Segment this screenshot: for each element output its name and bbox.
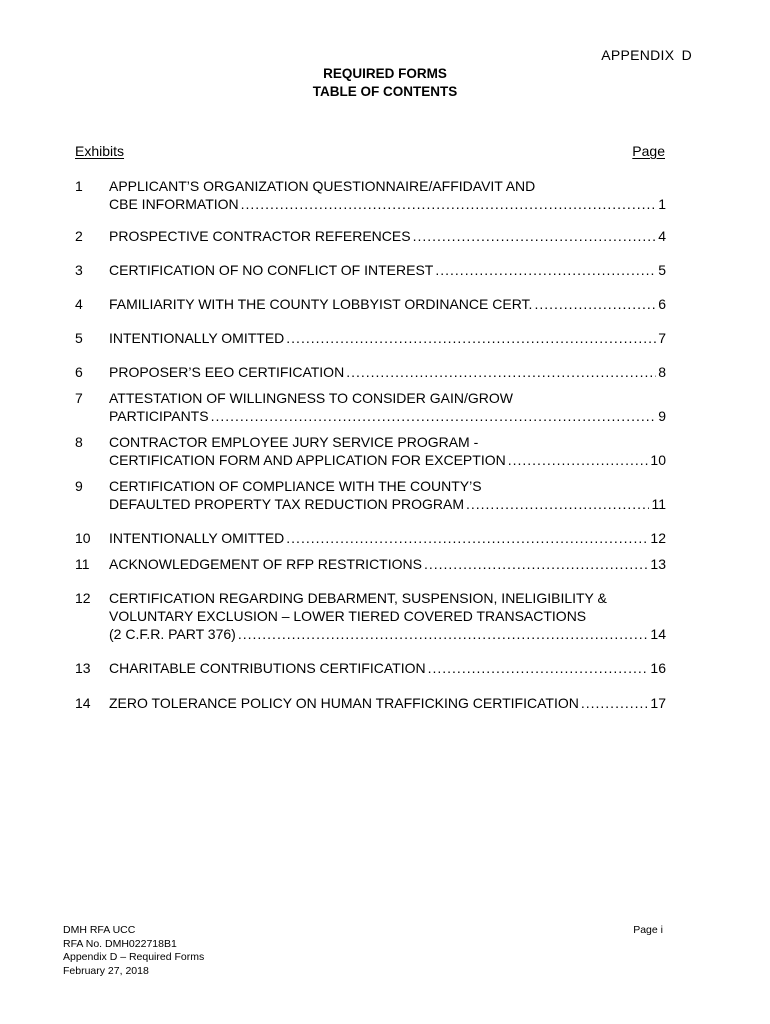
toc-item	[75, 555, 666, 573]
toc-item-number: 10	[75, 530, 91, 546]
toc-item-page: 6	[658, 296, 666, 312]
page-column-header: Page	[632, 143, 665, 159]
toc-item-title: PARTICIPANTS	[109, 408, 209, 424]
toc-item-title: CERTIFICATION FORM AND APPLICATION FOR EXCEPTION	[109, 452, 506, 468]
toc-item-number: 2	[75, 228, 83, 244]
toc-item-page: 1	[658, 196, 666, 212]
toc-item-page: 14	[650, 626, 666, 642]
toc-item-page: 9	[658, 408, 666, 424]
toc-item-page: 7	[658, 330, 666, 346]
toc-item	[75, 433, 666, 469]
toc-item-number: 14	[75, 695, 91, 711]
toc-item-title: ATTESTATION OF WILLINGNESS TO CONSIDER GAIN/GROW	[109, 390, 513, 406]
toc-item-number: 4	[75, 296, 83, 312]
toc-item-title: ZERO TOLERANCE POLICY ON HUMAN TRAFFICKING CERTIFICATION	[109, 695, 579, 711]
dot-leader	[424, 555, 648, 573]
footer-page-number: Page i	[633, 924, 663, 936]
toc-item-number: 12	[75, 590, 91, 606]
toc-item	[75, 227, 666, 245]
toc-item-page: 16	[650, 660, 666, 676]
dot-leader	[286, 329, 656, 347]
toc-item	[75, 329, 666, 347]
toc-item-number: 9	[75, 478, 83, 494]
toc-item-title: CERTIFICATION REGARDING DEBARMENT, SUSPENSION, INELIGIBILITY &	[109, 590, 607, 606]
dot-leader	[346, 363, 656, 381]
toc-item-page: 5	[658, 262, 666, 278]
toc-item-page: 13	[650, 556, 666, 572]
toc-item-title: CERTIFICATION OF NO CONFLICT OF INTEREST	[109, 262, 434, 278]
toc-item	[75, 177, 666, 213]
toc-item-title: (2 C.F.R. PART 376)	[109, 626, 236, 642]
toc-item-title: PROSPECTIVE CONTRACTOR REFERENCES	[109, 228, 411, 244]
dot-leader	[508, 451, 649, 469]
dot-leader	[428, 659, 649, 677]
toc-item	[75, 261, 666, 279]
dot-leader	[413, 227, 657, 245]
toc-item-number: 5	[75, 330, 83, 346]
toc-item-number: 1	[75, 178, 83, 194]
document-title: REQUIRED FORMS	[323, 66, 447, 81]
toc-item	[75, 659, 666, 677]
document-subtitle: TABLE OF CONTENTS	[312, 84, 458, 99]
toc-item-title: APPLICANT’S ORGANIZATION QUESTIONNAIRE/AFFIDAVIT AND	[109, 178, 536, 194]
toc-item-title: INTENTIONALLY OMITTED	[109, 330, 285, 346]
toc-item-number: 13	[75, 660, 91, 676]
toc-item-title: INTENTIONALLY OMITTED	[109, 530, 285, 546]
footer-line: RFA No. DMH022718B1	[63, 937, 177, 950]
dot-leader	[241, 195, 657, 213]
toc-item-number: 3	[75, 262, 83, 278]
toc-item-page: 4	[658, 228, 666, 244]
toc-item-title: CERTIFICATION OF COMPLIANCE WITH THE COUNTY’S	[109, 478, 482, 494]
toc-item-title: DEFAULTED PROPERTY TAX REDUCTION PROGRAM	[109, 496, 464, 512]
toc-item-title: PROPOSER’S EEO CERTIFICATION	[109, 364, 345, 380]
footer-line: DMH RFA UCC	[63, 924, 136, 936]
toc-item-title: FAMILIARITY WITH THE COUNTY LOBBYIST ORDINANCE CERT.	[109, 296, 533, 312]
toc-item-number: 8	[75, 434, 83, 450]
footer-line: February 27, 2018	[63, 964, 149, 977]
exhibits-column-header: Exhibits	[75, 143, 125, 159]
toc-item-number: 7	[75, 390, 83, 406]
toc-item	[75, 694, 666, 712]
footer-line: Appendix D – Required Forms	[63, 951, 205, 963]
toc-item-page: 10	[650, 452, 666, 468]
toc-item-number: 6	[75, 364, 83, 380]
dot-leader	[286, 529, 648, 547]
table-of-contents	[75, 177, 666, 712]
toc-item	[75, 477, 666, 513]
toc-item-page: 11	[651, 496, 666, 512]
toc-item	[75, 529, 666, 547]
toc-item-page: 8	[658, 364, 666, 380]
appendix-label: APPENDIX D	[601, 47, 692, 63]
dot-leader	[581, 694, 649, 712]
toc-item-title: CBE INFORMATION	[109, 196, 239, 212]
dot-leader	[211, 407, 657, 425]
footer-document-info	[63, 924, 204, 978]
toc-item-number: 11	[75, 556, 90, 572]
toc-item-page: 12	[650, 530, 666, 546]
toc-item-title: CHARITABLE CONTRIBUTIONS CERTIFICATION	[109, 660, 426, 676]
dot-leader	[534, 295, 656, 313]
toc-item	[75, 295, 666, 313]
dot-leader	[466, 495, 649, 513]
dot-leader	[238, 625, 649, 643]
toc-item-page: 17	[650, 695, 666, 711]
dot-leader	[435, 261, 656, 279]
toc-item	[75, 389, 666, 425]
toc-item-title: ACKNOWLEDGEMENT OF RFP RESTRICTIONS	[109, 556, 422, 572]
toc-item	[75, 589, 666, 643]
toc-item	[75, 363, 666, 381]
toc-item-title: CONTRACTOR EMPLOYEE JURY SERVICE PROGRAM -	[109, 434, 479, 450]
toc-item-title: VOLUNTARY EXCLUSION – LOWER TIERED COVERED TRANSACTIONS	[109, 608, 587, 624]
